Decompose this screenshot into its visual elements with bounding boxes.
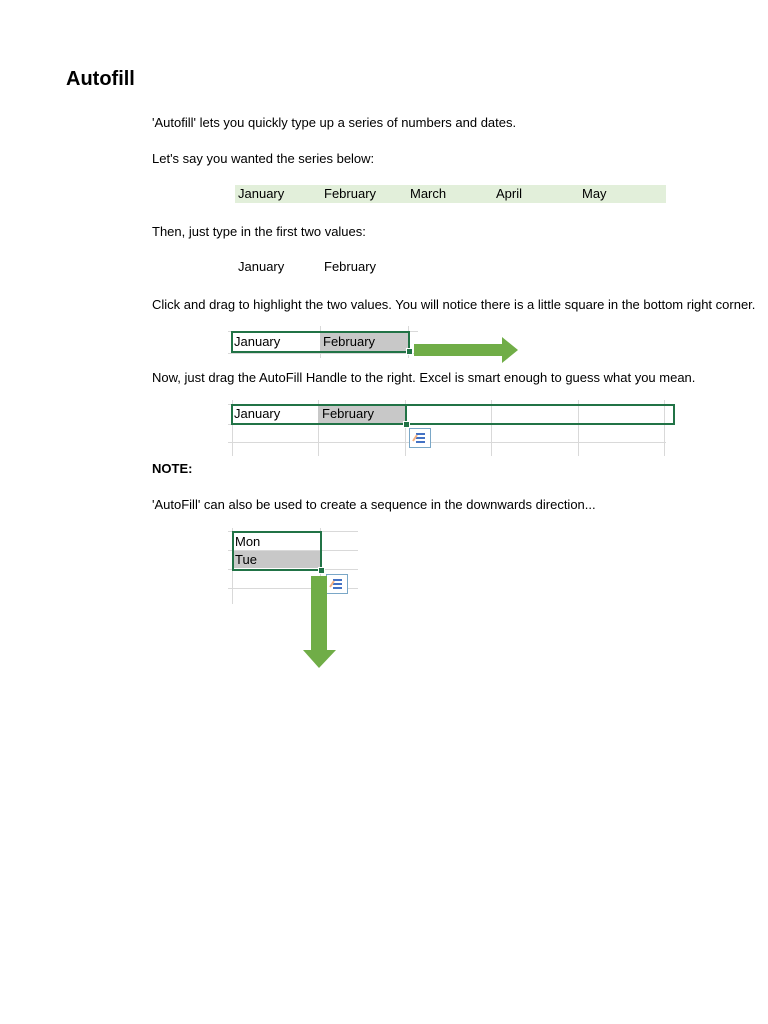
first-two-cell: February bbox=[324, 259, 377, 274]
autofill-handle[interactable] bbox=[403, 421, 410, 428]
shot3-cell: Mon bbox=[235, 534, 261, 549]
note-text: 'AutoFill' can also be used to create a sequence in the downwards direction... bbox=[152, 497, 596, 512]
step2-text: Click and drag to highlight the two values. You will notice there is a little square in the bottom right corner. bbox=[152, 297, 756, 312]
series-cell: April bbox=[496, 186, 523, 201]
series-cell: February bbox=[324, 186, 377, 201]
first-two-cell: January bbox=[238, 259, 285, 274]
excel-shot-1 bbox=[228, 326, 428, 358]
autofill-handle[interactable] bbox=[406, 348, 413, 355]
series-row bbox=[0, 185, 666, 203]
series-intro-text: Let's say you wanted the series below: bbox=[152, 151, 375, 166]
shot1-cell: January bbox=[234, 334, 281, 349]
step3-text: Now, just drag the AutoFill Handle to the right. Excel is smart enough to guess what you mean. bbox=[152, 370, 696, 385]
excel-shot-3 bbox=[224, 528, 364, 608]
note-label: NOTE: bbox=[152, 461, 193, 476]
autofill-handle[interactable] bbox=[318, 567, 325, 574]
step1-text: Then, just type in the first two values: bbox=[152, 224, 366, 239]
shot3-cell: Tue bbox=[235, 552, 257, 567]
autofill-options-icon[interactable] bbox=[409, 428, 431, 448]
series-cell: January bbox=[238, 186, 285, 201]
shot2-cell: January bbox=[234, 406, 281, 421]
down-arrow-icon bbox=[303, 576, 337, 670]
intro-text: 'Autofill' lets you quickly type up a series of numbers and dates. bbox=[152, 115, 517, 130]
series-cell: May bbox=[582, 186, 607, 201]
right-arrow-icon bbox=[414, 337, 520, 363]
shot2-cell: February bbox=[322, 406, 375, 421]
series-cell: March bbox=[410, 186, 447, 201]
first-two-row bbox=[0, 258, 666, 276]
excel-shot-2 bbox=[228, 400, 666, 456]
shot1-cell: February bbox=[323, 334, 376, 349]
page-title: Autofill bbox=[66, 68, 135, 90]
